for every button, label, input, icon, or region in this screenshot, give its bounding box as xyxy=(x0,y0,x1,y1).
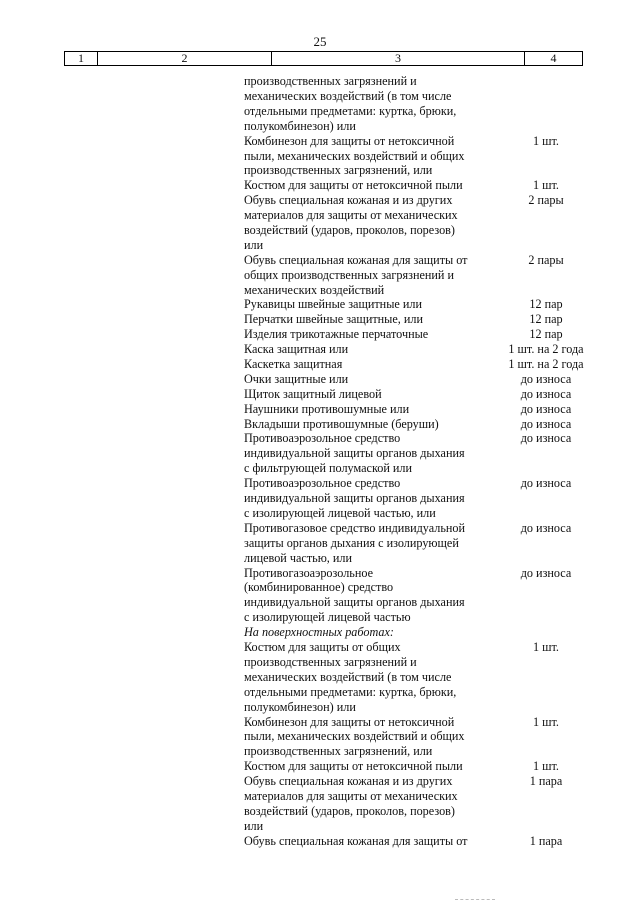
item-quantity: до износа xyxy=(520,431,572,446)
item-description: Противоаэрозольное средство индивидуальной защиты органов дыхания с изолирующей лицевой частью, или xyxy=(244,476,465,520)
table-row xyxy=(0,834,640,849)
table-row xyxy=(0,253,640,298)
table-row xyxy=(0,476,640,521)
table-row xyxy=(0,297,640,312)
item-quantity: до износа xyxy=(520,371,572,386)
table-row xyxy=(0,774,640,834)
item-quantity: 1 шт. xyxy=(533,759,559,774)
table-row xyxy=(0,431,640,476)
section-heading: На поверхностных работах: xyxy=(244,625,394,640)
item-description: Вкладыши противошумные (беруши) xyxy=(244,416,439,431)
item-description: Противогазоаэрозольное (комбинированное) средство индивидуальной защиты органов дыхания с изолирующей лицевой частью xyxy=(244,565,465,625)
table-row xyxy=(0,759,640,774)
item-description: Обувь специальная кожаная для защиты от общих производственных загрязнений и механических воздействий xyxy=(244,252,468,297)
item-quantity: 1 шт. на 2 года xyxy=(508,357,584,372)
item-quantity: 1 шт. xyxy=(533,640,559,655)
item-description: Каска защитная или xyxy=(244,342,349,357)
item-description: Костюм для защиты от нетоксичной пыли xyxy=(244,759,463,774)
table-row xyxy=(0,342,640,357)
item-description: Очки защитные или xyxy=(244,371,349,386)
item-description: Щиток защитный лицевой xyxy=(244,386,382,401)
item-quantity: 12 пар xyxy=(529,327,563,342)
item-description: Наушники противошумные или xyxy=(244,401,410,416)
scan-artifact xyxy=(455,899,495,900)
item-description: Обувь специальная кожаная и из других материалов для защиты от механических воздействий (ударов, проколов, порезов) или xyxy=(244,193,458,252)
table-row xyxy=(0,372,640,387)
table-row xyxy=(0,312,640,327)
item-quantity: 1 шт. xyxy=(533,178,559,193)
item-quantity: до износа xyxy=(520,401,572,416)
item-description: Рукавицы швейные защитные или xyxy=(244,297,422,312)
item-quantity: до износа xyxy=(520,386,572,401)
item-quantity: 1 пара xyxy=(529,774,563,789)
table-row xyxy=(0,566,640,626)
table-body xyxy=(0,74,640,849)
item-description: Противогазовое средство индивидуальной защиты органов дыхания с изолирующей лицевой частью, или xyxy=(244,520,466,565)
header-col-3: 3 xyxy=(272,52,525,65)
table-row xyxy=(0,715,640,760)
table-row xyxy=(0,640,640,715)
item-description: Обувь специальная кожаная и из других материалов для защиты от механических воздействий (ударов, проколов, порезов) или xyxy=(244,774,458,833)
item-quantity: 12 пар xyxy=(529,312,563,327)
table-row xyxy=(0,327,640,342)
item-description: Обувь специальная кожаная для защиты от xyxy=(244,833,468,848)
item-quantity: 1 пара xyxy=(529,833,563,848)
item-quantity: 2 пары xyxy=(528,193,564,208)
item-quantity: до износа xyxy=(520,476,572,491)
table-row xyxy=(0,521,640,566)
table-row xyxy=(0,193,640,253)
item-description: Изделия трикотажные перчаточные xyxy=(244,327,429,342)
page-number: 25 xyxy=(313,34,327,49)
table-row xyxy=(0,134,640,179)
item-quantity: 12 пар xyxy=(529,297,563,312)
item-quantity: 1 шт. xyxy=(533,714,559,729)
item-quantity: 1 шт. на 2 года xyxy=(508,342,584,357)
item-description: Костюм для защиты от нетоксичной пыли xyxy=(244,178,463,193)
table-header xyxy=(64,51,583,66)
item-quantity: 1 шт. xyxy=(533,133,559,148)
table-row xyxy=(0,178,640,193)
item-description: Комбинезон для защиты от нетоксичной пыли, механических воздействий и общих производственных загрязнений, или xyxy=(244,714,465,759)
item-description: Каскетка защитная xyxy=(244,357,343,372)
table-row xyxy=(0,387,640,402)
table-row xyxy=(0,417,640,432)
item-description: Костюм для защиты от общих производственных загрязнений и механических воздействий (в том числе отдельными предметами: куртка, брюки, полукомбинезон) или xyxy=(244,640,457,714)
item-description: Перчатки швейные защитные, или xyxy=(244,312,424,327)
table-row xyxy=(0,357,640,372)
item-quantity: до износа xyxy=(520,416,572,431)
header-col-1: 1 xyxy=(65,52,98,65)
table-row xyxy=(0,625,640,640)
table-row xyxy=(0,74,640,134)
table-row xyxy=(0,402,640,417)
item-description: Комбинезон для защиты от нетоксичной пыли, механических воздействий и общих производственных загрязнений, или xyxy=(244,133,465,178)
header-col-2: 2 xyxy=(98,52,272,65)
header-col-4: 4 xyxy=(550,51,557,65)
item-description: Противоаэрозольное средство индивидуальной защиты органов дыхания с фильтрующей полумаской или xyxy=(244,431,465,476)
item-description: производственных загрязнений и механических воздействий (в том числе отдельными предметами: куртка, брюки, полукомбинезон) или xyxy=(244,74,457,133)
item-quantity: до износа xyxy=(520,565,572,580)
item-quantity: до износа xyxy=(520,520,572,535)
item-quantity: 2 пары xyxy=(528,252,564,267)
